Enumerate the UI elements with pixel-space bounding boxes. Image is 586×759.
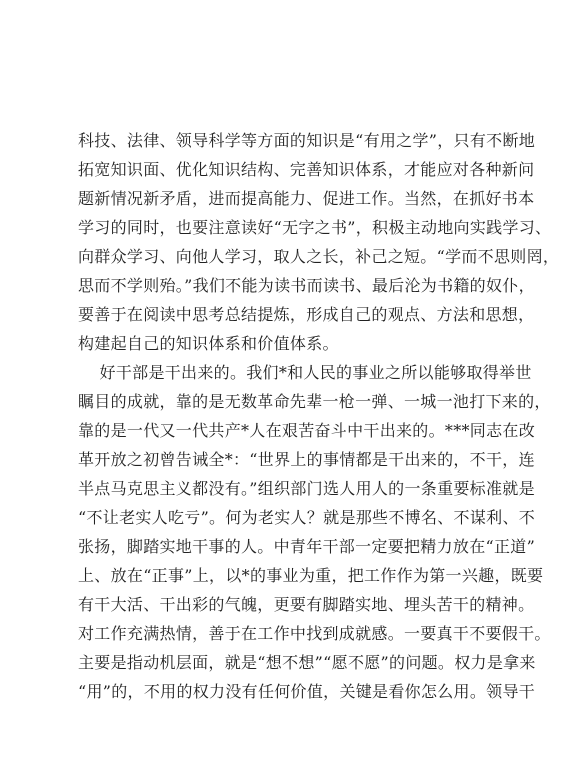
text-line: 瞩目的成就，靠的是无数革命先辈一枪一弹、一城一池打下来的， xyxy=(78,392,551,411)
text-line: 向群众学习、向他人学习，取人之长，补己之短。“学而不思则罔， xyxy=(78,247,560,266)
text-line: 拓宽知识面、优化知识结构、完善知识体系，才能应对各种新问 xyxy=(78,160,535,179)
text-line: 构建起自己的知识体系和价值体系。 xyxy=(78,334,339,353)
paragraph-first-line: 好干部是干出来的。我们*和人民的事业之所以能够取得举世 xyxy=(78,363,532,382)
text-line: 有干大活、干出彩的气魄，更要有脚踏实地、埋头苦干的精神。 xyxy=(78,595,535,614)
text-line: 上、放在“正事”上，以*的事业为重，把工作作为第一兴趣，既要 xyxy=(78,566,544,585)
text-line: “不让老实人吃亏”。何为老实人？就是那些不博名、不谋利、不 xyxy=(78,508,536,527)
text-line: 学习的同时，也要注意读好“无字之书”，积极主动地向实践学习、 xyxy=(78,218,552,237)
text-line: 革开放之初曾告诫全*：“世界上的事情都是干出来的，不干，连 xyxy=(78,450,535,469)
text-line: 科技、法律、领导科学等方面的知识是“有用之学”，只有不断地 xyxy=(78,131,536,150)
text-line: 题新情况新矛盾，进而提高能力、促进工作。当然，在抓好书本 xyxy=(78,189,535,208)
text-line: 对工作充满热情，善于在工作中找到成就感。一要真干不要假干。 xyxy=(78,624,551,643)
text-line: 张扬，脚踏实地干事的人。中青年干部一定要把精力放在“正道” xyxy=(78,537,536,556)
text-line: 半点马克思主义都没有。”组织部门选人用人的一条重要标准就是 xyxy=(78,479,535,498)
text-line: 主要是指动机层面，就是“想不想”“愿不愿”的问题。权力是拿来 xyxy=(78,653,536,672)
text-line: 思而不学则殆。”我们不能为读书而读书、最后沦为书籍的奴仆， xyxy=(78,276,535,295)
text-line: 靠的是一代又一代共产*人在艰苦奋斗中干出来的。***同志在改 xyxy=(78,421,536,440)
text-line: 要善于在阅读中思考总结提炼，形成自己的观点、方法和思想， xyxy=(78,305,535,324)
text-line: “用”的，不用的权力没有任何价值，关键是看你怎么用。领导干 xyxy=(78,682,536,701)
